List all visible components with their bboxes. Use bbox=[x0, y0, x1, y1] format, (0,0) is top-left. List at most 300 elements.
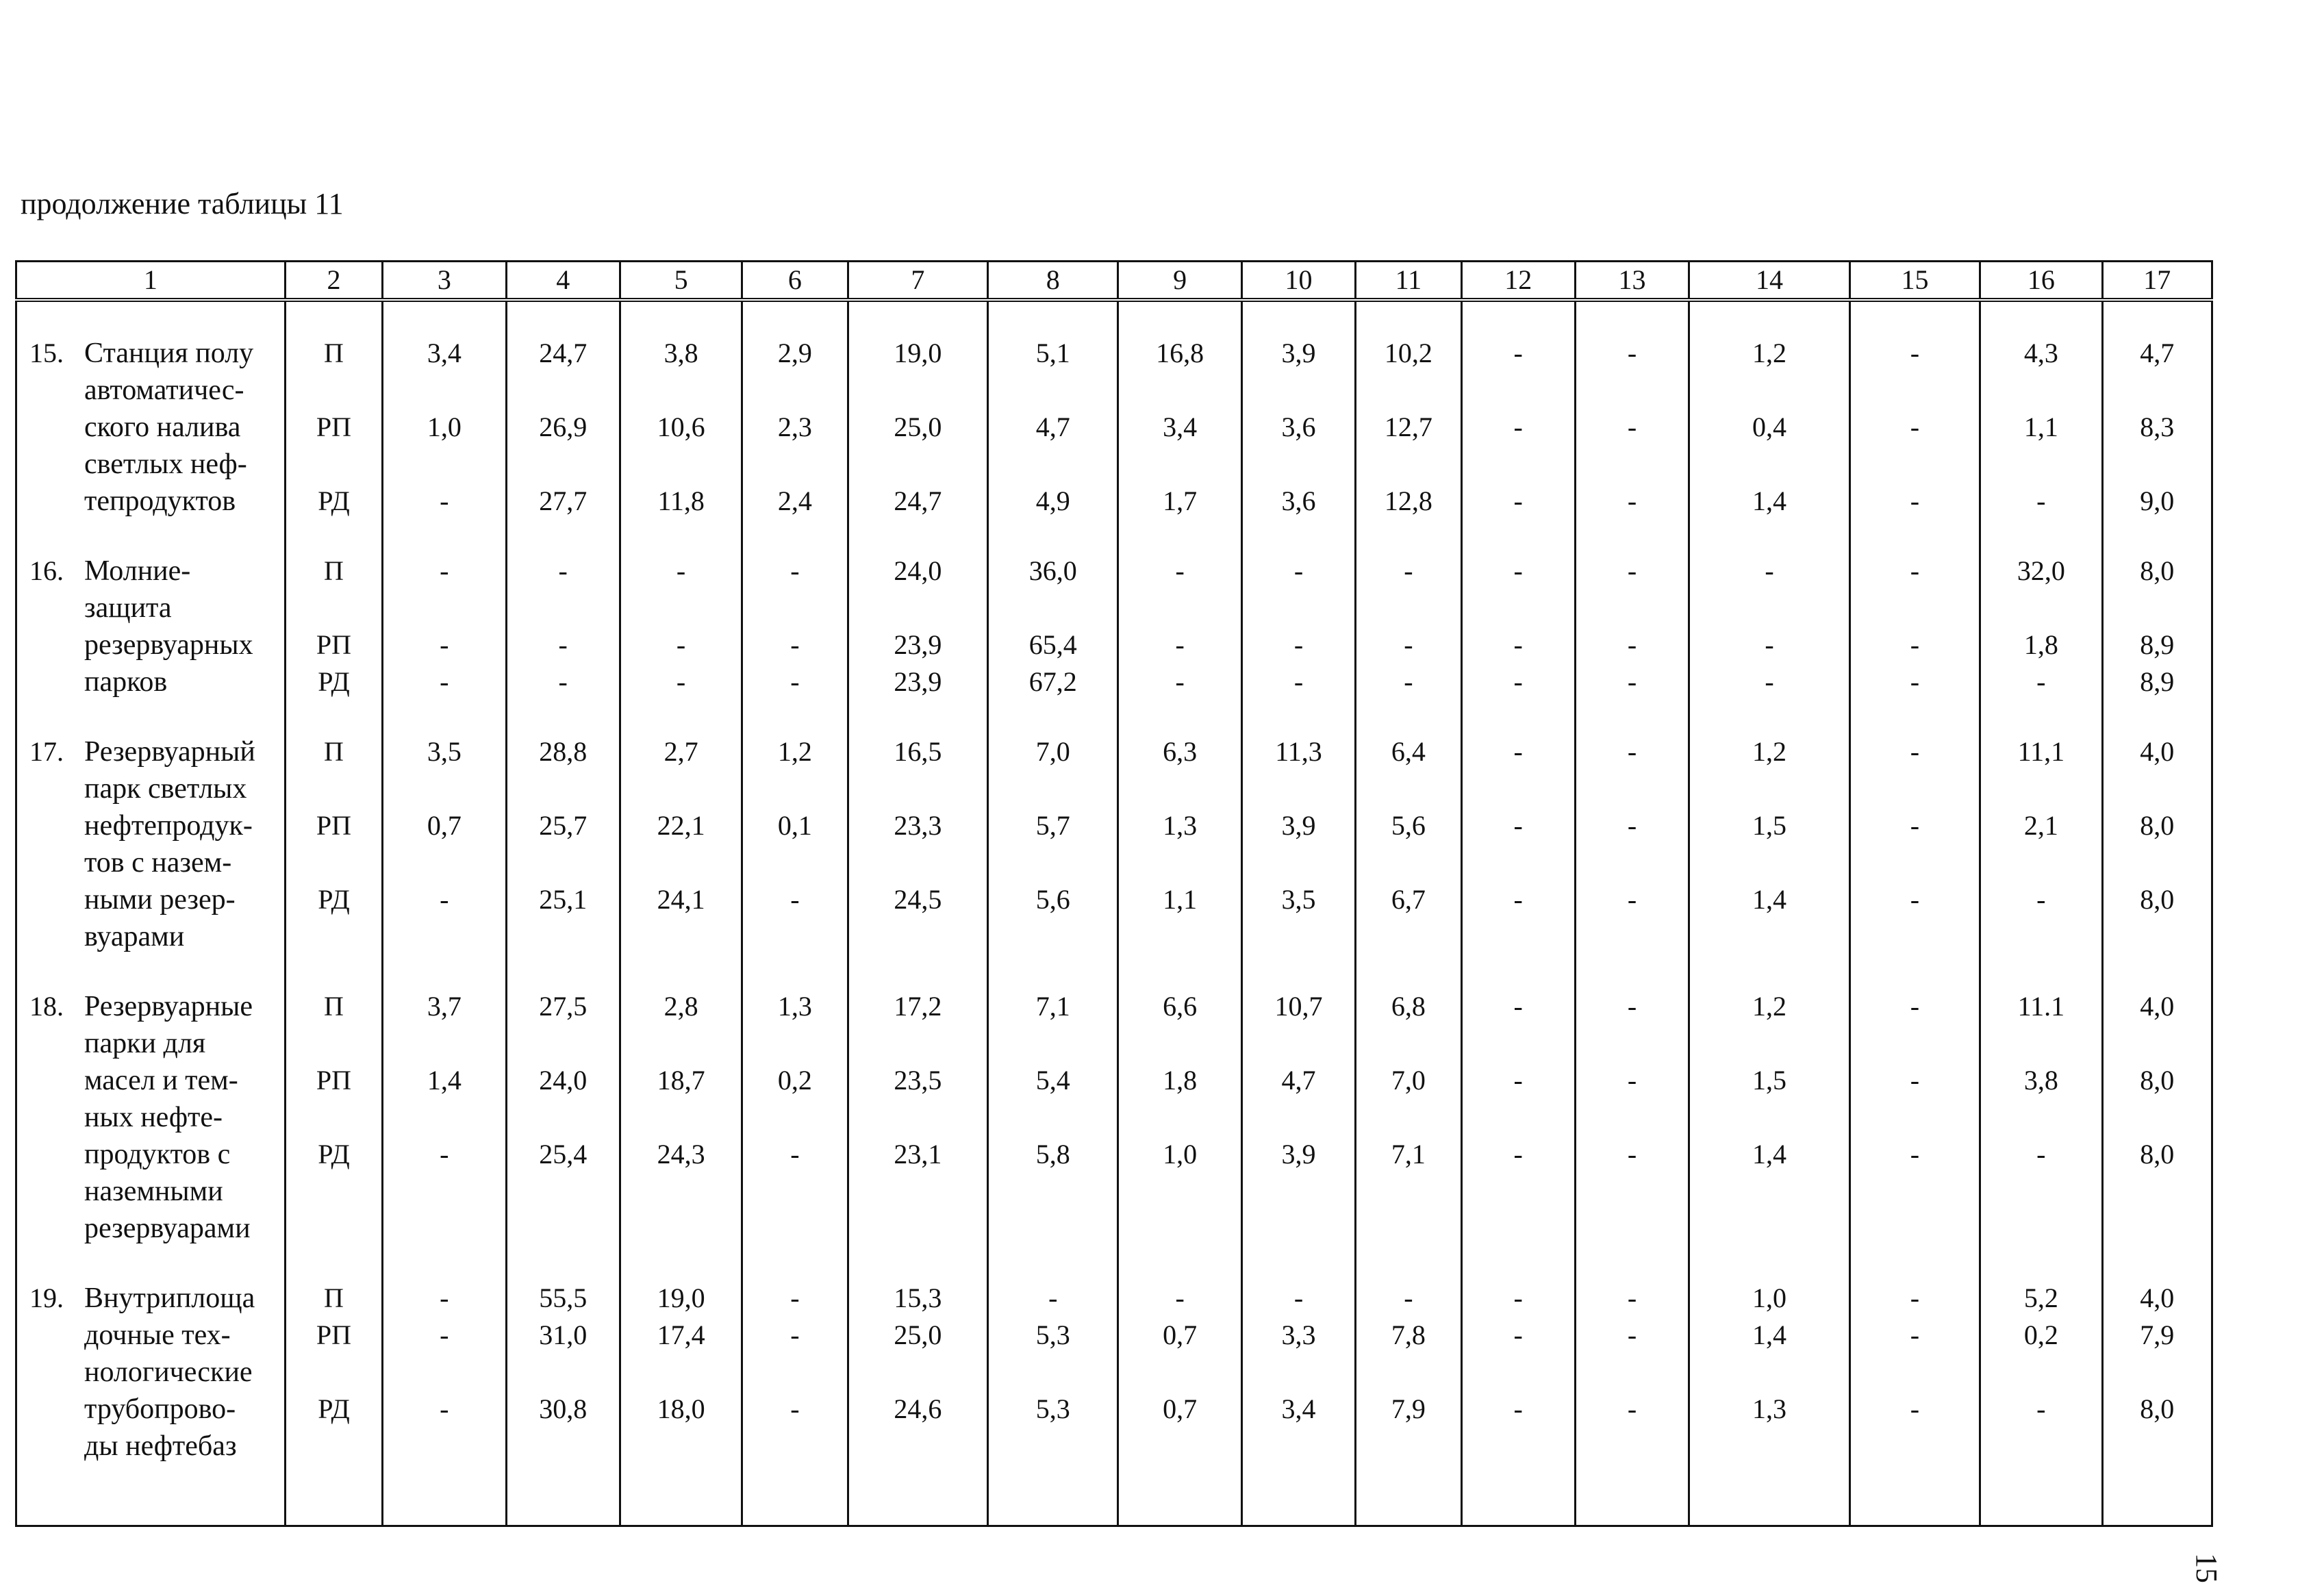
value-cell bbox=[1356, 733, 1461, 988]
row-name-line: парки для bbox=[84, 1028, 206, 1059]
cell-value bbox=[1119, 590, 1240, 627]
cell-value: - bbox=[2036, 1139, 2046, 1170]
cell-value bbox=[383, 1428, 505, 1465]
cell-value: 18,0 bbox=[657, 1393, 705, 1424]
cell-value: 26,9 bbox=[539, 412, 588, 442]
cell-value: - bbox=[790, 1319, 800, 1350]
value-stack bbox=[1243, 988, 1354, 1247]
value-cell bbox=[1849, 988, 1980, 1280]
value-stack bbox=[383, 335, 505, 520]
cell-value: - bbox=[1627, 991, 1637, 1022]
value-cell bbox=[848, 988, 987, 1280]
value-stack bbox=[989, 988, 1117, 1247]
cell-value: 8,3 bbox=[2140, 412, 2175, 442]
value-stack bbox=[1981, 988, 2101, 1247]
value-stack bbox=[1690, 335, 1849, 520]
cell-value bbox=[1690, 1210, 1849, 1247]
column-header: 11 bbox=[1356, 262, 1461, 301]
cell-value bbox=[743, 770, 846, 807]
spacer-cell bbox=[848, 300, 987, 335]
page-number: 15 bbox=[2190, 1553, 2223, 1583]
type-stack bbox=[286, 1280, 381, 1465]
cell-value: 1,5 bbox=[1752, 1065, 1786, 1096]
value-cell bbox=[383, 1280, 506, 1498]
end-cell bbox=[1849, 1498, 1980, 1526]
value-stack bbox=[989, 553, 1117, 700]
cell-value: 1,0 bbox=[1163, 1139, 1198, 1170]
value-cell bbox=[1241, 733, 1355, 988]
end-cell bbox=[285, 1498, 382, 1526]
value-stack bbox=[507, 733, 619, 955]
column-header: 6 bbox=[742, 262, 848, 301]
row-type-cell bbox=[285, 335, 382, 553]
cell-value: 0,4 bbox=[1752, 412, 1786, 442]
column-header: 2 bbox=[285, 262, 382, 301]
cell-value: 3,5 bbox=[1281, 884, 1316, 915]
type-value bbox=[286, 372, 381, 409]
value-cell bbox=[1575, 988, 1689, 1280]
cell-value: 24,7 bbox=[894, 485, 942, 516]
end-cell bbox=[988, 1498, 1118, 1526]
cell-value bbox=[1576, 1210, 1688, 1247]
end-cell bbox=[506, 1498, 620, 1526]
type-value: РП bbox=[316, 810, 352, 841]
cell-value bbox=[1119, 770, 1240, 807]
cell-value bbox=[1463, 1210, 1574, 1247]
cell-value bbox=[743, 372, 846, 409]
value-cell bbox=[988, 733, 1118, 988]
end-cell bbox=[1356, 1498, 1461, 1526]
cell-value bbox=[621, 446, 741, 483]
cell-value bbox=[1243, 1099, 1354, 1136]
row-name-line: резервуарных bbox=[84, 629, 253, 661]
cell-value: 11,8 bbox=[657, 485, 705, 516]
cell-value: 8,0 bbox=[2140, 555, 2175, 586]
cell-value: 25,7 bbox=[539, 810, 588, 841]
value-cell bbox=[1980, 335, 2102, 553]
value-cell bbox=[1241, 1280, 1355, 1498]
cell-value bbox=[1119, 1099, 1240, 1136]
end-cell bbox=[848, 1498, 987, 1526]
cell-value: 4,0 bbox=[2140, 736, 2175, 767]
cell-value: 25,0 bbox=[894, 412, 942, 442]
type-stack bbox=[286, 553, 381, 700]
cell-value bbox=[1463, 844, 1574, 881]
value-cell bbox=[620, 553, 742, 733]
value-cell bbox=[988, 1280, 1118, 1498]
cell-value: - bbox=[1293, 1283, 1304, 1313]
cell-value: 0,2 bbox=[777, 1065, 812, 1096]
value-cell bbox=[988, 335, 1118, 553]
cell-value: - bbox=[1513, 555, 1523, 586]
cell-value: - bbox=[790, 1139, 800, 1170]
cell-value: - bbox=[1293, 629, 1304, 660]
cell-value: 1,4 bbox=[1752, 1319, 1786, 1350]
cell-value: 36,0 bbox=[1028, 555, 1077, 586]
type-value: РД bbox=[318, 1393, 350, 1424]
value-cell bbox=[1689, 1280, 1850, 1498]
row-type-cell bbox=[285, 988, 382, 1280]
cell-value: 17,2 bbox=[894, 991, 942, 1022]
value-stack bbox=[743, 1280, 846, 1465]
cell-value: 3,9 bbox=[1281, 1139, 1316, 1170]
cell-value: - bbox=[1627, 1139, 1637, 1170]
column-header: 7 bbox=[848, 262, 987, 301]
cell-value: - bbox=[1910, 884, 1920, 915]
value-cell bbox=[1461, 1280, 1575, 1498]
value-stack bbox=[1243, 733, 1354, 955]
cell-value: - bbox=[440, 884, 449, 915]
cell-value bbox=[1851, 1025, 1979, 1062]
value-stack bbox=[621, 335, 741, 520]
value-stack bbox=[621, 553, 741, 700]
cell-value bbox=[743, 1025, 846, 1062]
cell-value: 8,0 bbox=[2140, 1139, 2175, 1170]
row-name-line: нефтепродук- bbox=[84, 810, 253, 842]
cell-value bbox=[1851, 372, 1979, 409]
column-header: 15 bbox=[1849, 262, 1980, 301]
cell-value: - bbox=[1627, 884, 1637, 915]
row-name-line: тепродуктов bbox=[84, 485, 236, 517]
cell-value: - bbox=[790, 666, 800, 697]
row-name-line: Молние- bbox=[84, 555, 191, 587]
cell-value: 1,2 bbox=[1752, 991, 1786, 1022]
cell-value bbox=[1243, 1210, 1354, 1247]
value-cell bbox=[1461, 335, 1575, 553]
cell-value bbox=[621, 590, 741, 627]
cell-value bbox=[507, 446, 619, 483]
type-value bbox=[286, 446, 381, 483]
value-stack bbox=[1356, 553, 1460, 700]
cell-value bbox=[1463, 770, 1574, 807]
cell-value: - bbox=[1513, 810, 1523, 841]
value-stack bbox=[1463, 988, 1574, 1247]
cell-value: 22,1 bbox=[657, 810, 705, 841]
cell-value bbox=[1690, 844, 1849, 881]
cell-value bbox=[621, 372, 741, 409]
cell-value bbox=[1463, 590, 1574, 627]
cell-value bbox=[2104, 590, 2211, 627]
cell-value bbox=[507, 1428, 619, 1465]
cell-value: 8,9 bbox=[2140, 666, 2175, 697]
value-stack bbox=[1356, 1280, 1460, 1465]
cell-value bbox=[1690, 770, 1849, 807]
cell-value: 0,7 bbox=[1163, 1319, 1198, 1350]
value-cell bbox=[742, 733, 848, 988]
cell-value: 1,4 bbox=[1752, 485, 1786, 516]
value-stack bbox=[1851, 733, 1979, 955]
type-value bbox=[286, 1173, 381, 1210]
row-name-wrap bbox=[29, 335, 284, 520]
row-number: 15. bbox=[29, 338, 64, 368]
value-stack bbox=[1851, 988, 1979, 1247]
cell-value: - bbox=[1910, 991, 1920, 1022]
cell-value: 3,8 bbox=[2023, 1065, 2058, 1096]
cell-value: - bbox=[1910, 1393, 1920, 1424]
cell-value bbox=[989, 372, 1117, 409]
cell-value bbox=[1576, 1099, 1688, 1136]
cell-value bbox=[383, 1354, 505, 1391]
value-stack bbox=[1981, 1280, 2101, 1465]
value-cell bbox=[1241, 335, 1355, 553]
cell-value: 3,4 bbox=[1281, 1393, 1316, 1424]
cell-value: 5,3 bbox=[1035, 1319, 1070, 1350]
cell-value: 24,7 bbox=[539, 338, 588, 368]
cell-value bbox=[849, 844, 987, 881]
value-cell bbox=[2102, 1280, 2212, 1498]
cell-value bbox=[1851, 770, 1979, 807]
value-stack bbox=[1851, 1280, 1979, 1465]
cell-value: 15,3 bbox=[894, 1283, 942, 1313]
cell-value bbox=[989, 1428, 1117, 1465]
value-cell bbox=[2102, 988, 2212, 1280]
cell-value bbox=[1243, 844, 1354, 881]
row-name-line: ных нефте- bbox=[84, 1102, 223, 1133]
cell-value: - bbox=[1404, 1283, 1413, 1313]
cell-value bbox=[383, 844, 505, 881]
cell-value: 3,4 bbox=[1163, 412, 1198, 442]
cell-value: 0,2 bbox=[2023, 1319, 2058, 1350]
value-stack bbox=[1851, 335, 1979, 520]
cell-value: 1,4 bbox=[1752, 1139, 1786, 1170]
cell-value bbox=[1981, 918, 2101, 955]
value-stack bbox=[743, 733, 846, 955]
cell-value: 24,0 bbox=[894, 555, 942, 586]
cell-value: - bbox=[790, 1283, 800, 1313]
spacer-cell bbox=[1849, 300, 1980, 335]
value-stack bbox=[1690, 553, 1849, 700]
value-cell bbox=[1461, 553, 1575, 733]
cell-value: 3,6 bbox=[1281, 412, 1316, 442]
cell-value: 24,1 bbox=[657, 884, 705, 915]
type-value bbox=[286, 1025, 381, 1062]
cell-value: 5,1 bbox=[1035, 338, 1070, 368]
cell-value bbox=[1463, 446, 1574, 483]
row-name-line: резервуарами bbox=[84, 1213, 251, 1244]
value-cell bbox=[2102, 733, 2212, 988]
cell-value bbox=[2104, 1210, 2211, 1247]
cell-value bbox=[1690, 372, 1849, 409]
cell-value bbox=[1119, 844, 1240, 881]
cell-value: - bbox=[1910, 485, 1920, 516]
cell-value bbox=[1119, 918, 1240, 955]
cell-value bbox=[849, 1099, 987, 1136]
spacer-cell bbox=[1241, 300, 1355, 335]
cell-value: 6,6 bbox=[1163, 991, 1198, 1022]
value-stack bbox=[743, 988, 846, 1247]
cell-value bbox=[1576, 446, 1688, 483]
cell-value bbox=[383, 918, 505, 955]
cell-value: 7,0 bbox=[1391, 1065, 1426, 1096]
cell-value bbox=[1576, 372, 1688, 409]
type-stack bbox=[286, 733, 381, 955]
type-value: РП bbox=[316, 412, 352, 442]
value-cell bbox=[383, 733, 506, 988]
cell-value: 4,9 bbox=[1035, 485, 1070, 516]
cell-value bbox=[1851, 446, 1979, 483]
cell-value: - bbox=[558, 666, 568, 697]
spacer-cell bbox=[1980, 300, 2102, 335]
cell-value bbox=[621, 1354, 741, 1391]
data-table-container bbox=[15, 260, 2213, 1527]
cell-value: 1,2 bbox=[777, 736, 812, 767]
cell-value bbox=[507, 1173, 619, 1210]
cell-value: 24,3 bbox=[657, 1139, 705, 1170]
cell-value: - bbox=[1627, 1065, 1637, 1096]
type-value: П bbox=[324, 555, 344, 586]
row-name bbox=[84, 1280, 255, 1465]
cell-value bbox=[2104, 770, 2211, 807]
cell-value: 24,6 bbox=[894, 1393, 942, 1424]
type-stack bbox=[286, 335, 381, 520]
cell-value bbox=[1463, 918, 1574, 955]
spacer-cell bbox=[988, 300, 1118, 335]
type-value bbox=[286, 1099, 381, 1136]
cell-value: - bbox=[1513, 666, 1523, 697]
cell-value bbox=[849, 1173, 987, 1210]
type-value bbox=[286, 590, 381, 627]
cell-value bbox=[1356, 1025, 1460, 1062]
cell-value: 7,0 bbox=[1035, 736, 1070, 767]
row-name-cell bbox=[16, 1280, 286, 1498]
value-cell bbox=[620, 733, 742, 988]
value-stack bbox=[1463, 553, 1574, 700]
cell-value: 1,8 bbox=[2023, 629, 2058, 660]
cell-value bbox=[1356, 918, 1460, 955]
cell-value bbox=[849, 1354, 987, 1391]
cell-value: - bbox=[1910, 666, 1920, 697]
spacer-cell bbox=[383, 300, 506, 335]
value-cell bbox=[1849, 553, 1980, 733]
cell-value: 1,5 bbox=[1752, 810, 1786, 841]
cell-value: - bbox=[558, 555, 568, 586]
spacer-cell bbox=[1689, 300, 1850, 335]
cell-value bbox=[989, 446, 1117, 483]
cell-value: - bbox=[1910, 412, 1920, 442]
cell-value: - bbox=[1910, 1139, 1920, 1170]
cell-value bbox=[507, 918, 619, 955]
value-cell bbox=[1461, 733, 1575, 988]
value-stack bbox=[621, 1280, 741, 1465]
cell-value bbox=[1690, 1173, 1849, 1210]
cell-value: 6,3 bbox=[1163, 736, 1198, 767]
cell-value: - bbox=[1513, 1393, 1523, 1424]
cell-value bbox=[849, 1428, 987, 1465]
cell-value: - bbox=[1513, 412, 1523, 442]
cell-value bbox=[1851, 1354, 1979, 1391]
type-value: РД bbox=[318, 1139, 350, 1170]
end-cell bbox=[1118, 1498, 1241, 1526]
cell-value: - bbox=[1175, 1283, 1185, 1313]
cell-value bbox=[989, 1354, 1117, 1391]
value-stack bbox=[1356, 733, 1460, 955]
cell-value bbox=[849, 590, 987, 627]
type-value bbox=[286, 1210, 381, 1247]
cell-value: 2,7 bbox=[664, 736, 698, 767]
cell-value: - bbox=[1293, 555, 1304, 586]
cell-value bbox=[383, 1173, 505, 1210]
value-stack bbox=[989, 1280, 1117, 1465]
cell-value: 8,0 bbox=[2140, 884, 2175, 915]
cell-value: 55,5 bbox=[539, 1283, 588, 1313]
cell-value bbox=[743, 1173, 846, 1210]
value-cell bbox=[1241, 553, 1355, 733]
value-cell bbox=[1689, 553, 1850, 733]
cell-value: 25,0 bbox=[894, 1319, 942, 1350]
cell-value: 8,9 bbox=[2140, 629, 2175, 660]
cell-value: - bbox=[440, 555, 449, 586]
cell-value: 8,0 bbox=[2140, 1393, 2175, 1424]
cell-value: - bbox=[1513, 736, 1523, 767]
row-name bbox=[84, 335, 253, 520]
row-name-line: ского налива bbox=[84, 412, 241, 443]
spacer-cell bbox=[1356, 300, 1461, 335]
end-cell bbox=[1980, 1498, 2102, 1526]
cell-value: - bbox=[676, 629, 686, 660]
cell-value: 7,8 bbox=[1391, 1319, 1426, 1350]
value-cell bbox=[848, 335, 987, 553]
cell-value: - bbox=[1627, 1283, 1637, 1313]
row-name-line: дочные тех- bbox=[84, 1319, 231, 1351]
cell-value bbox=[1356, 844, 1460, 881]
value-cell bbox=[1575, 553, 1689, 733]
value-stack bbox=[743, 553, 846, 700]
cell-value: 19,0 bbox=[657, 1283, 705, 1313]
cell-value: - bbox=[1910, 736, 1920, 767]
cell-value: 1,3 bbox=[1752, 1393, 1786, 1424]
value-stack bbox=[849, 553, 987, 700]
cell-value bbox=[621, 1173, 741, 1210]
cell-value: 5,7 bbox=[1035, 810, 1070, 841]
value-cell bbox=[1689, 733, 1850, 988]
row-number: 19. bbox=[29, 1283, 64, 1313]
cell-value: 1,0 bbox=[1752, 1283, 1786, 1313]
value-cell bbox=[506, 1280, 620, 1498]
cell-value bbox=[1243, 1354, 1354, 1391]
cell-value: - bbox=[1910, 629, 1920, 660]
cell-value bbox=[1463, 1099, 1574, 1136]
cell-value bbox=[1576, 1354, 1688, 1391]
cell-value bbox=[1119, 1025, 1240, 1062]
cell-value: 2,8 bbox=[664, 991, 698, 1022]
value-stack bbox=[1576, 335, 1688, 520]
cell-value bbox=[1356, 770, 1460, 807]
cell-value bbox=[1243, 1173, 1354, 1210]
cell-value: 3,4 bbox=[427, 338, 462, 368]
cell-value: - bbox=[1765, 666, 1774, 697]
value-stack bbox=[1356, 335, 1460, 520]
cell-value: 0,7 bbox=[1163, 1393, 1198, 1424]
value-cell bbox=[1575, 335, 1689, 553]
cell-value bbox=[1690, 1099, 1849, 1136]
cell-value: 1,4 bbox=[1752, 884, 1786, 915]
table-row bbox=[16, 733, 2212, 988]
cell-value: 16,8 bbox=[1156, 338, 1204, 368]
type-value bbox=[286, 844, 381, 881]
cell-value: 3,9 bbox=[1281, 810, 1316, 841]
cell-value bbox=[621, 770, 741, 807]
cell-value bbox=[507, 1099, 619, 1136]
value-stack bbox=[849, 733, 987, 955]
value-cell bbox=[1575, 1280, 1689, 1498]
row-type-cell bbox=[285, 553, 382, 733]
value-stack bbox=[1981, 335, 2101, 520]
value-stack bbox=[1576, 1280, 1688, 1465]
row-name-wrap bbox=[29, 553, 284, 700]
cell-value: - bbox=[440, 1139, 449, 1170]
value-stack bbox=[2104, 733, 2211, 955]
row-name-line: Резервуарный bbox=[84, 736, 255, 768]
